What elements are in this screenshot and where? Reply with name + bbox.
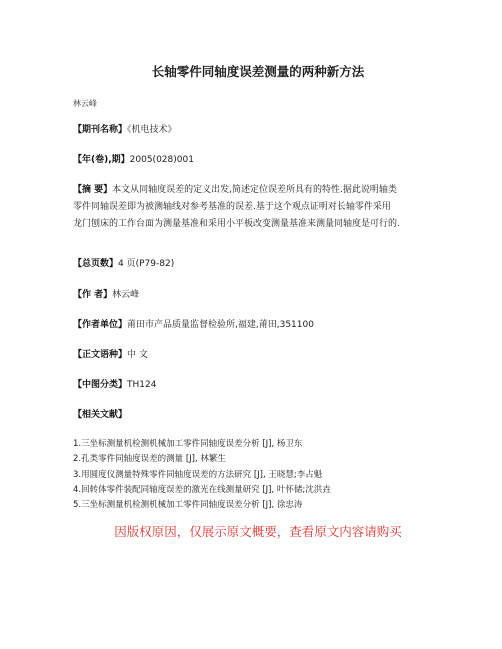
journal-value: 《机电技术》 bbox=[127, 125, 177, 135]
pages-field bbox=[73, 256, 443, 273]
clc-label: 【中图分类】 bbox=[73, 380, 128, 390]
author-name: 林云峰 bbox=[73, 99, 97, 108]
pages-label: 【总页数】 bbox=[73, 259, 119, 269]
clc-value: TH124 bbox=[127, 380, 157, 390]
affiliation-label: 【作者单位】 bbox=[73, 320, 128, 330]
document-title: 长轴零件同轴度误差测量的两种新方法 bbox=[151, 64, 365, 79]
abstract-line-3: 龙门刨床的工作台面为测量基准和采用小平板改变测量基准来测量同轴度是可行的. bbox=[73, 219, 400, 229]
reference-item[interactable]: 5.三坐标测量机检测机械加工零件同轴度误差分析 [J], 徐忠涛 bbox=[73, 500, 303, 511]
abstract-text-1: 本文从同轴度误差的定义出发,简述定位误差所具有的特性.据此说明轴类 bbox=[112, 185, 397, 195]
reference-item[interactable]: 2.孔类零件同轴度误差的测量 [J], 林繁生 bbox=[73, 454, 226, 465]
language-field bbox=[73, 347, 443, 364]
related-field bbox=[73, 407, 443, 424]
reference-item[interactable]: 3.用圆度仪测量特殊零件同轴度误差的方法研究 [J], 王晓慧;李占魁 bbox=[73, 469, 323, 480]
clc-field bbox=[73, 377, 443, 394]
reference-item[interactable]: 4.回转体零件装配同轴度误差的激光在线测量研究 [J], 叶怀储;沈洪垚 bbox=[73, 484, 331, 495]
abstract-line-2: 零件同轴误差即为被测轴线对参考基准的误差.基于这个观点证明对长轴零件采用 bbox=[73, 202, 391, 212]
abstract-label: 【摘 要】 bbox=[73, 185, 113, 195]
reference-list bbox=[73, 437, 443, 513]
authors-value: 林云峰 bbox=[112, 290, 140, 300]
copyright-notice: 因版权原因，仅展示原文概要，查看原文内容请购买 bbox=[114, 524, 402, 539]
year-issue-value: 2005(028)001 bbox=[129, 155, 194, 165]
year-issue-label: 【年(卷),期】 bbox=[73, 155, 130, 165]
journal-field bbox=[73, 122, 443, 139]
abstract-line-1 bbox=[73, 182, 443, 199]
pages-value: 4 页(P79-82) bbox=[118, 259, 175, 269]
affiliation-value: 莆田市产品质量监督检验所,福建,莆田,351100 bbox=[127, 320, 314, 330]
related-label: 【相关文献】 bbox=[73, 410, 128, 420]
abstract-field bbox=[73, 182, 443, 233]
affiliation-field bbox=[73, 317, 443, 334]
language-label: 【正文语种】 bbox=[73, 350, 128, 360]
language-value: 中 文 bbox=[127, 350, 148, 360]
reference-item[interactable]: 1.三坐标测量机检测机械加工零件同轴度误差分析 [J], 杨卫东 bbox=[73, 439, 303, 449]
authors-field bbox=[73, 287, 443, 304]
year-issue-field bbox=[73, 152, 443, 169]
authors-label: 【作 者】 bbox=[73, 290, 113, 300]
journal-label: 【期刊名称】 bbox=[73, 125, 128, 135]
